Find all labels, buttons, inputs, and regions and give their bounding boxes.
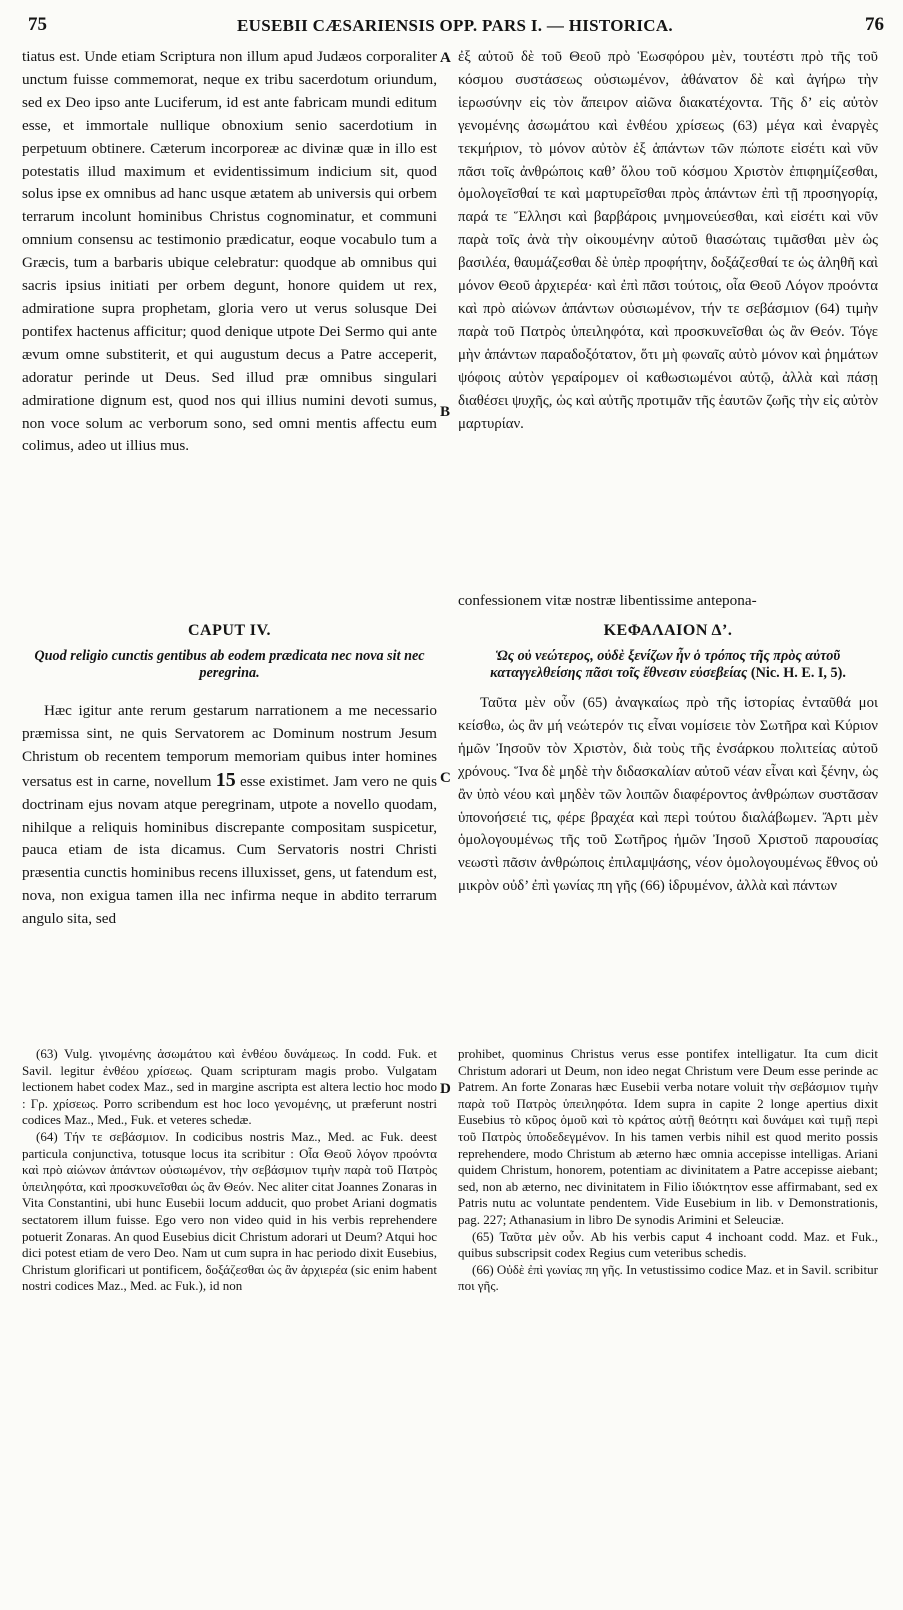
marginal-number: 15 <box>215 768 236 791</box>
chapter-heading-latin: CAPUT IV. <box>187 622 272 639</box>
latin-chapter <box>22 622 437 931</box>
running-title: EUSEBII CÆSARIENSIS OPP. PARS I. — HISTORICA. <box>237 16 673 35</box>
chapter-text-greek: Ταῦτα μὲν οὖν (65) ἀναγκαίως πρὸ τῆς ἱστορίας ἐνταῦθά μοι κείσθω, ὡς ἂν μή νεώτερόν τις εἶναι νομίσειε τὸν Σωτῆρα καὶ Κύριον ἡμῶν Ἰησοῦν τὸν Χριστὸν, διὰ τοὺς τῆς ἐνσάρκου πολιτείας αὐτοῦ χρόνους. Ἵνα δὲ μηδὲ τὴν διδασκαλίαν αὐτοῦ νέαν εἶναι καὶ ξένην, ὡς ἂν ὑπὸ νέου καὶ μηδὲν τῶν λοιπῶν διαφέροντος ἀνθρώπων συστᾶσαν ὑπονοήσειέ τις, φέρε βραχέα καὶ περὶ τούτου διαλάβωμεν. Ἄρτι μὲν ὁμολογουμένως τῆς τοῦ Σωτῆρος ἡμῶν Ἰησοῦ Χριστοῦ παρουσίας νεωστὶ πᾶσιν ἀνθρώποις ἐπιλαμψάσης, νέον ὁμολογουμένως ἔθνος οὐ μικρὸν οὐδ’ ἐπὶ γωνίας πη γῆς (66) ἱδρυμένον, ἀλλὰ καὶ πάντων <box>458 695 878 895</box>
greek-column-top <box>458 46 878 435</box>
chapter-subtitle-greek: Ὡς οὐ νεώτερος, οὐδὲ ξενίζων ἦν ὁ τρόπος τῆς πρὸς αὐτοῦ καταγγελθείσης πᾶσι τοῖς ἔθνεσιν εὐσεβείας (Nic. H. E. I, 5). <box>490 648 846 681</box>
greek-paragraph: ἐξ αὐτοῦ δὲ τοῦ Θεοῦ πρὸ Ἑωσφόρου μὲν, τουτέστι πρὸ τῆς τοῦ κόσμου συστάσεως οὐσιωμένον, ἀθάνατον δὲ καὶ ἀγήρω τὴν ἱερωσύνην εἰς τὸν ἄπειρον αἰῶνα διακατέχοντα. Τῆς δ’ εἰς αὐτὸν γενομένης ἀσωμάτου καὶ ἐνθέου χρίσεως (63) μέγα καὶ ἐναργὲς τεκμήριον, τὸ μόνον αὐτὸν ἐξ ἁπάντων τῶν πώποτε εἰσέτι καὶ νῦν πᾶσι τοῖς ἀνθρώποις καθ’ ὅλου τοῦ κόσμου Χριστὸν ἐπιφημίζεσθαι, ὁμολογεῖσθαί τε καὶ μαρτυρεῖσθαι πρὸς ἁπάντων ἐπὶ τῇ προσηγορίᾳ, παρά τε Ἕλλησι καὶ βαρβάροις μνημονεύεσθαι, καὶ εἰσέτι καὶ νῦν παρὰ τοῖς ἀνὰ τὴν οἰκουμένην αὐτοῦ θιασώταις τιμᾶσθαι μὲν ὡς βασιλέα, θαυμάζεσθαι δὲ ὑπὲρ προφήτην, δοξάζεσθαί τε ὡς ἀληθῆ καὶ μόνον Θεοῦ ἀρχιερέα· καὶ ἐπὶ πᾶσι τούτοις, οἷα Θεοῦ Λόγον προόντα καὶ πρὸ αἰώνων ἁπάντων οὐσιωμένον, τήν τε σεβάσμιον (64) τιμὴν παρὰ τοῦ Πατρὸς ὑπειληφότα, καὶ προσκυνεῖσθαι ὡς ἂν Θεόν. Τόγε μὴν ἁπάντων παραδοξότατον, ὅτι μὴ φωναῖς αὐτὸ μόνον καὶ ῥημάτων ψόφοις αὐτὸν γεραίρομεν οἱ καθωσιωμένοι αὐτῷ, ἀλλὰ καὶ πάσῃ διαθέσει ψυχῆς, ὡς καὶ αὐτῆς προτιμᾶν τῆς ἑαυτῶν ζωῆς τὴν εἰς αὐτὸν μαρτυρίαν. <box>458 49 878 432</box>
margin-letter-b: B <box>440 404 451 420</box>
footnote-63: (63) Vulg. γινομένης ἀσωμάτου καὶ ἐνθέου δυνάμεως. In codd. Fuk. et Savil. legitur ἐνθέου χρίσεως. Quam scripturam magis probo. Vulgatam lectionem habet codex Maz., sed in margine ascripta est altera lectio hoc modo : Γρ. χρίσεως. Porro scribendum est hoc loco γενομένης, ut præferunt nostri codices Maz., Med., Fuk. et veteres schedæ. <box>22 1046 437 1128</box>
footnote-66: (66) Οὐδὲ ἐπὶ γωνίας πη γῆς. In vetustissimo codice Maz. et in Savil. scribitur ποι γῆς. <box>458 1261 878 1294</box>
chapter-heading-greek: ΚΕΦΑΛΑΙΟΝ Δ’. <box>603 622 733 639</box>
footnote-65: (65) Ταῦτα μὲν οὖν. Ab his verbis caput 4 inchoant codd. Maz. et Fuk., quibus subscripsit codex Regius cum veteribus schedis. <box>458 1228 878 1261</box>
margin-letter-a: A <box>440 50 451 66</box>
footnote-64-continued: prohibet, quominus Christus verus esse pontifex intelligatur. Ita cum dicit Christum adorari ut Deum, non ideo negat Christum vere Deum esse perinde ac Patrem. An forte Zonaras hæc Eusebii verba notare voluit τὴν σεβάσμιον τιμὴν παρὰ τοῦ Πατρὸς ὑπειληφότα. Idem supra in capite 2 longe apertius dixit Eusebius τὸ κῦρος ὁμοῦ καὶ τὸ κράτος αὐτῇ θεότητι καὶ δυνάμει καὶ τιμῇ περὶ τοῦ Πατρὸς ὑποδεδεγμένον. In his tamen verbis nihil est quod merito possis reprehendere, modo Christum ab æterno hæc omnia accepisse intelligas. Ariani quidem Christum, honorem, potentiam ac divinitatem a Patre accepisse aiebant; sed, non ab æterno, nec divinitatem in Filio ἰδιόκτητον esse affirmabant, sed ex Patris nutu ac voluntate pendentem. Vide Eusebium in lib. v Demonstrationis, pag. 227; Athanasium in libro De synodis Arimini et Seleuciæ. <box>458 1046 878 1227</box>
page-number-left: 75 <box>28 14 47 35</box>
latin-paragraph: tiatus est. Unde etiam Scriptura non illum apud Judæos corporaliter unctum fuisse commemorat, neque ex tribu sacerdotum oriundum, sed ex Deo ipso ante Luciferum, id est ante fabricam mundi editum esse, et immortale nullique obnoxium senio sacerdotium in perpetuum obtinere. Cæterum incorporeæ ac divinæ quæ in illo est potestatis illud maximum et evidentissimum indicium sit, quod solus ipse ex omnibus ad hanc usque ætatem ab universis qui orbem terrarum incolunt hominibus Christus cognominatur, et communi omnium consensu ac testimonio prædicatur, eoque vocabulo tum a Græcis, tum a barbaris ubique celebratur: quodque ab omnibus qui sacris ipsius initiati per orbem degunt, honore quidem ut rex, admiratione supra prophetam, gloria vero ut verus solusque Dei pontifex hactenus afficitur; quod denique utpote Dei Sermo qui ante ævum omne substiterit, et qui augustum decus a Patre acceperit, adoratur perinde ut Deus. Sed illud præ omnibus singulari admiratione dignum est, quod nos qui illius numini devoti sumus, non voce solum ac verborum sono, sed omni mentis affectu eum colimus, adeo ut illius mus. <box>22 48 437 455</box>
chapter-text-latin: Hæc igitur ante rerum gestarum narrationem a me necessario præmissa sint, ne quis Servatorem ac Dominum nostrum Jesum Christum ob recentem temporum memoriam quibus inter homines versatus est in carne, novellum 15 esse existimet. Jam vero ne quis doctrinam ejus novam atque peregrinam, utpote a novello quodam, nihilque a reliquis hominibus discrepante compositam suspicetur, pauca etiam de ista dicamus. Cum Servatoris nostri Christi præsentia cunctis hominibus recens illuxisset, gens, ut fatendum est, nova, non exigua tamen illa nec infirma neque in abdito terrarum angulo sita, sed <box>22 702 438 928</box>
margin-letter-c: C <box>440 770 451 786</box>
page-number-right: 76 <box>865 14 884 35</box>
chapter-ref-greek: (Nic. H. E. I, 5). <box>750 665 846 681</box>
footnotes-right <box>458 1046 878 1295</box>
latin-column-top <box>22 46 437 458</box>
greek-chapter <box>458 622 878 898</box>
footnote-64: (64) Τήν τε σεβάσμιον. In codicibus nostris Maz., Med. ac Fuk. deest particula conjunctiva, totusque locus ita scribitur : Οἷα Θεοῦ λόγον προόντα καὶ πρὸ αἰώνων ἁπάντων οὐσιωμένον, τὴν σεβάσμιον τιμὴν παρὰ τοῦ Πατρὸς ὑπειληφότα, καὶ προσκυνεῖσθαι ὡς ἂν Θεόν. Nec aliter citat Joannes Zonaras in Vita Constantini, ubi hunc Eusebii locum adducit, quo probet Ariani dogmatis sectatorem illum fuisse. Ego vero non video quid in his verbis reprehendere potuerit Zonaras. An quod Eusebius dicit Christum adorari ut Deum? Atqui hoc dici potest etiam de vero Deo. Nam ut cum supra in hac periodo dixit Eusebius, Christum glorificari ut pontificem, δοξάζεσθαι ὡς ἂν ἀρχιερέα (sic enim habent nostri codices Maz., Med. ac Fuk.), id non <box>22 1128 437 1294</box>
chapter-subtitle-latin: Quod religio cunctis gentibus ab eodem prædicata nec nova sit nec peregrina. <box>34 648 425 681</box>
footnotes-left <box>22 1046 437 1295</box>
running-header <box>22 14 888 44</box>
latin-continuation: confessionem vitæ nostræ libentissime antepona- <box>458 592 757 609</box>
margin-letter-d: D <box>440 1081 451 1097</box>
